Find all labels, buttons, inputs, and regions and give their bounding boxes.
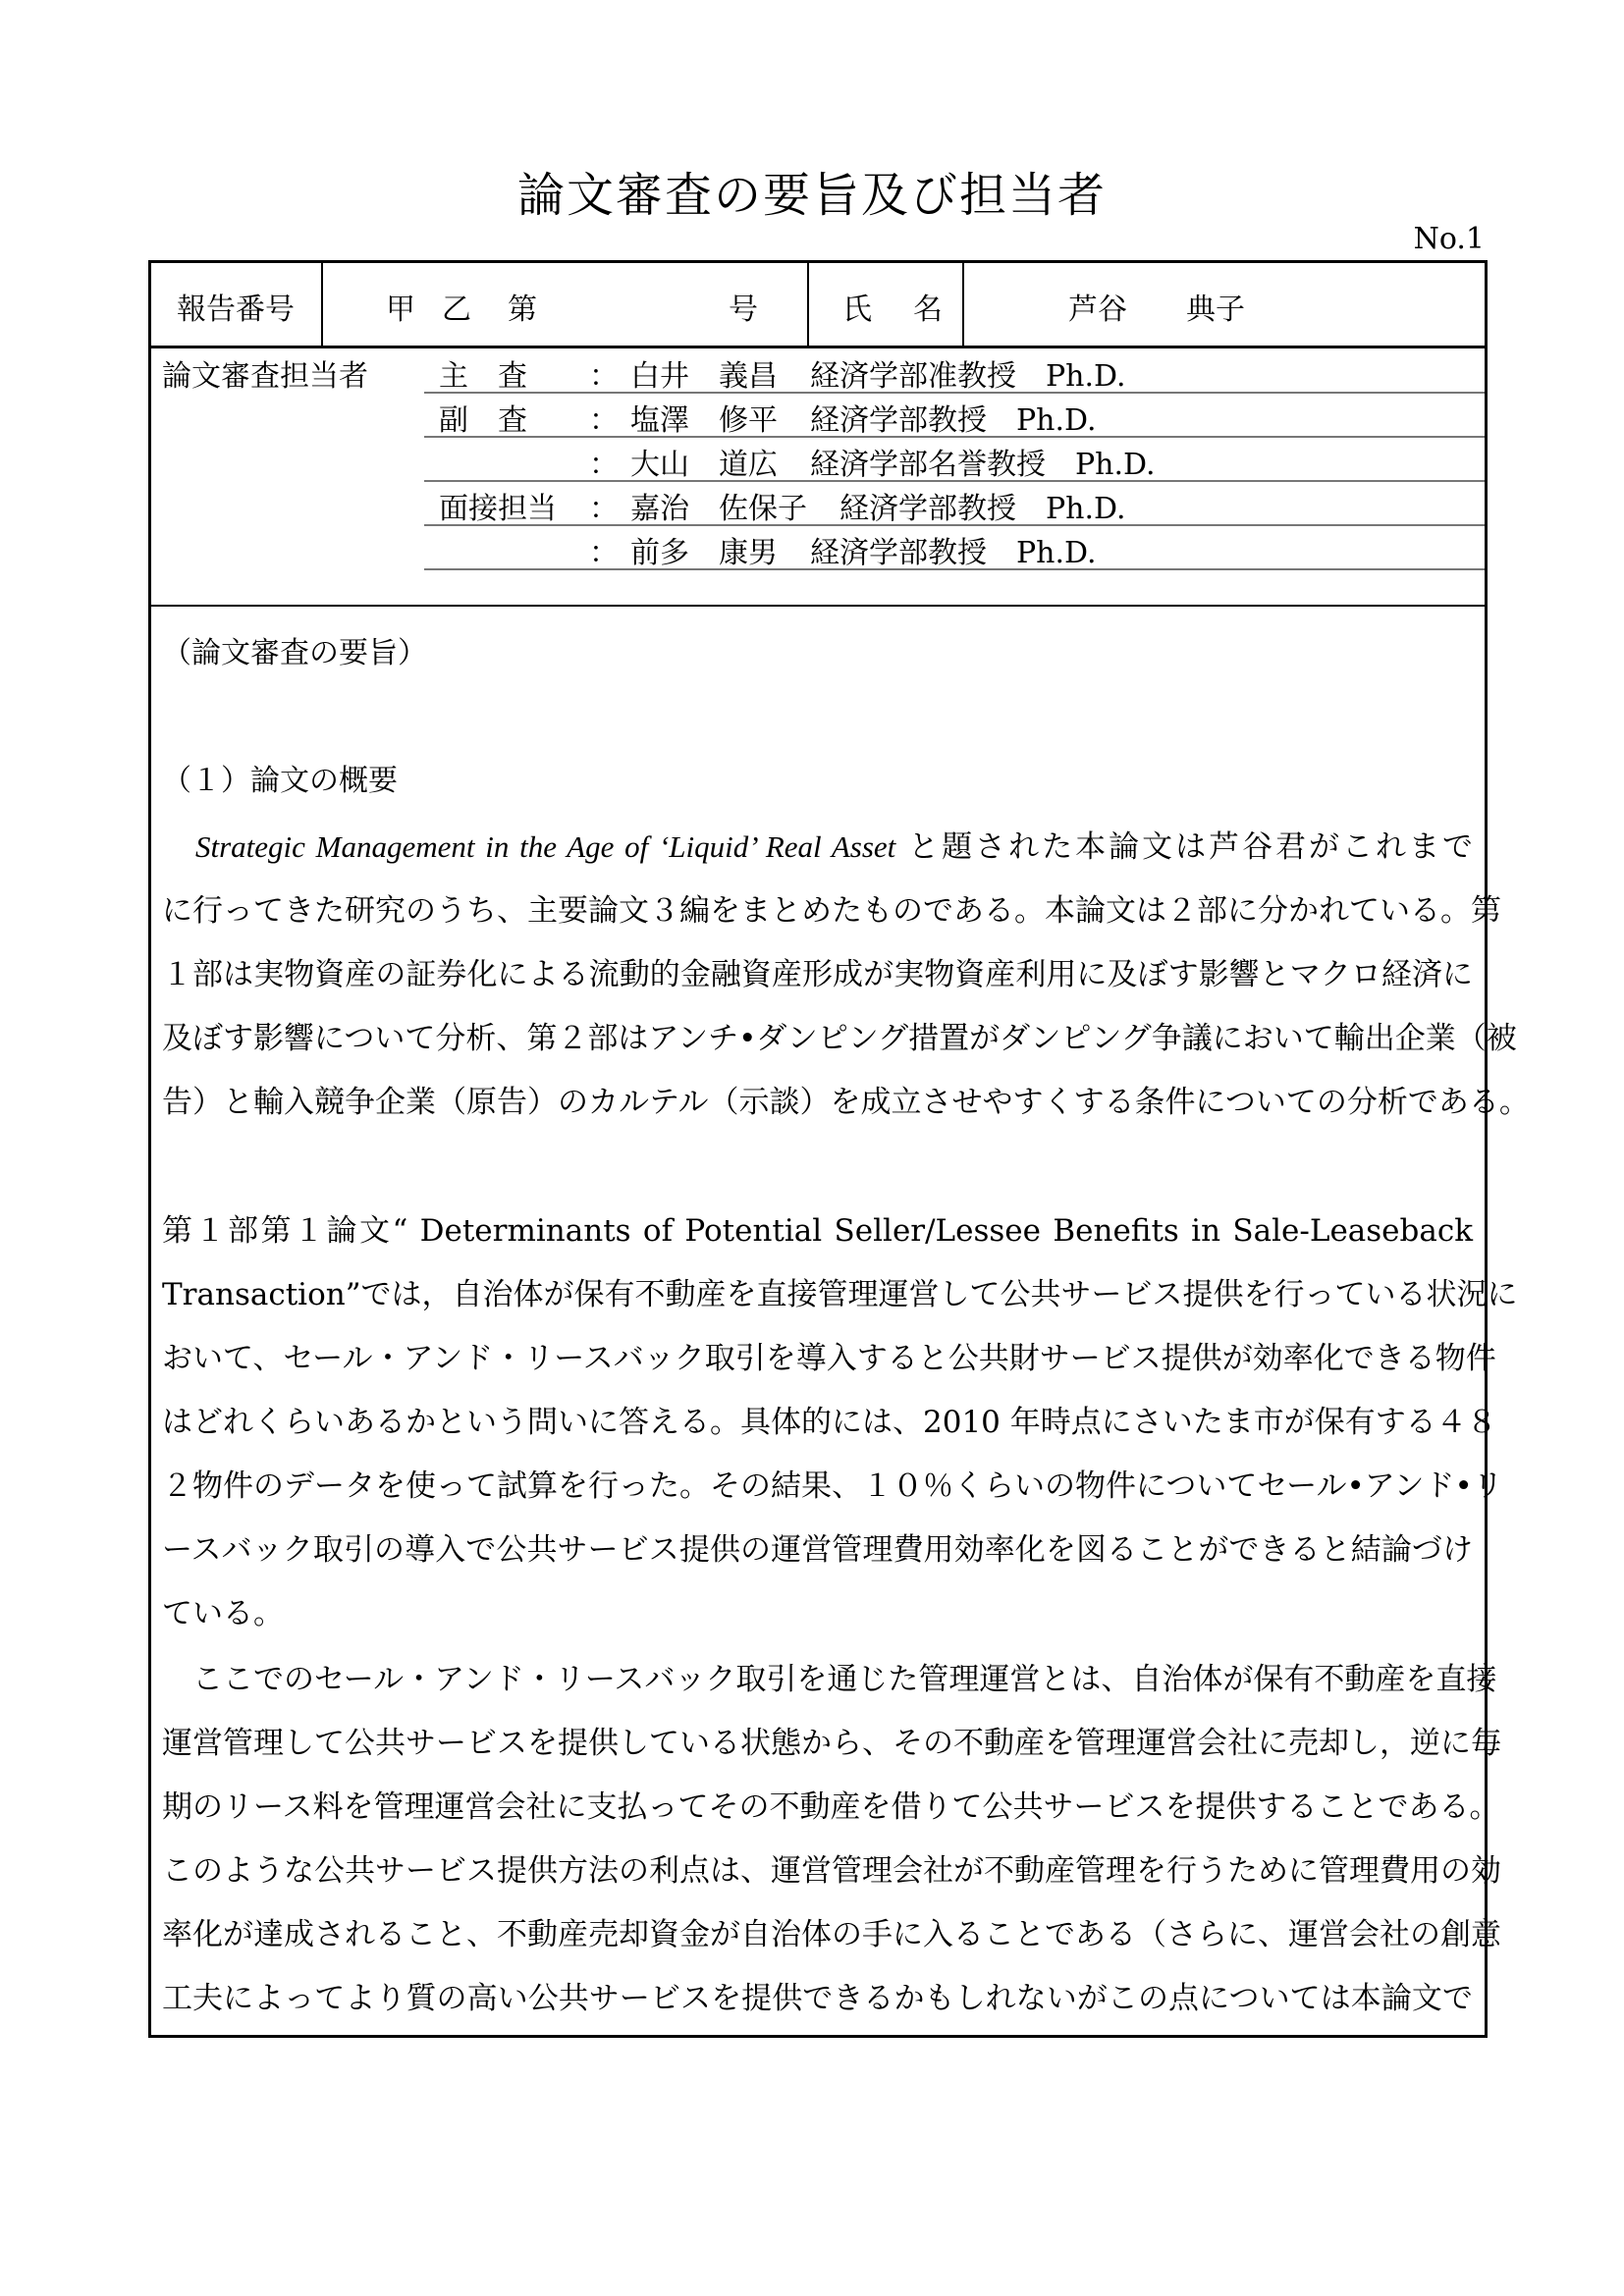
section-heading: （１）論文の概要 bbox=[162, 764, 398, 798]
name-label-1: 氏 bbox=[842, 293, 872, 327]
paragraph-line: 期のリース料を管理運営会社に支払ってその不動産を借りて公共サービスを提供することである。 bbox=[162, 1789, 1500, 1825]
divider bbox=[321, 260, 323, 347]
committee-position: 経済学部准教授 Ph.D. bbox=[810, 359, 1126, 394]
committee-position: 経済学部教授 Ph.D. bbox=[810, 536, 1097, 570]
text-span: と題された本論文は芦谷君がこれまで bbox=[908, 829, 1474, 865]
paragraph-line: に行ってきた研究のうち、主要論文３編をまとめたものである。本論文は２部に分かれている。第 bbox=[162, 893, 1501, 929]
paragraph-line: ている。 bbox=[162, 1596, 284, 1631]
committee-role: 面接担当 bbox=[439, 492, 557, 526]
paragraph-line: 告）と輸入競争企業（原告）のカルテル（示談）を成立させやすくする条件についての分析である。 bbox=[162, 1085, 1530, 1120]
name-label-2: 名 bbox=[913, 293, 943, 327]
page-number: No.1 bbox=[1413, 222, 1485, 256]
committee-name: 前多 康男 bbox=[630, 536, 778, 570]
committee-role: 主 査 bbox=[439, 359, 527, 394]
review-form-table bbox=[148, 260, 1530, 2038]
candidate-name: 芦谷 典子 bbox=[1068, 293, 1245, 327]
page-title: 論文審査の要旨及び担当者 bbox=[516, 168, 1107, 223]
paragraph-line: ここでのセール・アンド・リースバック取引を通じた管理運営とは、自治体が保有不動産を直接 bbox=[162, 1662, 1497, 1697]
paragraph-line: １部は実物資産の証券化による流動的金融資産形成が実物資産利用に及ぼす影響とマクロ経済に bbox=[162, 957, 1473, 992]
colon: ： bbox=[589, 403, 619, 438]
committee-label: 論文審査担当者 bbox=[162, 359, 368, 394]
paragraph-line bbox=[162, 822, 1473, 866]
paragraph-line: このような公共サービス提供方法の利点は、運営管理会社が不動産管理を行うために管理費用の効 bbox=[162, 1853, 1501, 1889]
committee-role: 副 査 bbox=[439, 403, 527, 438]
committee-name: 塩澤 修平 bbox=[630, 403, 778, 438]
paragraph-line: 工夫によってより質の高い公共サービスを提供できるかもしれないがこの点については本論文で bbox=[162, 1981, 1473, 2016]
paragraph-line: おいて、セール・アンド・リースバック取引を導入すると公共財サービス提供が効率化できる物件 bbox=[162, 1341, 1496, 1376]
otsu-label: 乙 bbox=[442, 293, 471, 327]
colon: ： bbox=[589, 492, 619, 526]
committee-name: 大山 道広 bbox=[630, 448, 778, 482]
paragraph-line: 及ぼす影響について分析、第２部はアンチ•ダンピング措置がダンピング争議において輸出企業（被 bbox=[162, 1021, 1517, 1056]
paragraph-line: 率化が達成されること、不動産売却資金が自治体の手に入ることである（さらに、運営会社の創意 bbox=[162, 1917, 1501, 1952]
colon: ： bbox=[589, 536, 619, 570]
paragraph-line: Transaction”では，自治体が保有不動産を直接管理運営して公共サービス提供を行っている状況に bbox=[162, 1277, 1518, 1312]
paragraph-line: ２物件のデータを使って試算を行った。その結果、１０％くらいの物件についてセール•アンド•リ bbox=[162, 1468, 1503, 1504]
thesis-title: Strategic Management in the Age of ‘Liquid’ Real Asset bbox=[195, 829, 896, 864]
divider bbox=[962, 260, 964, 347]
committee-position: 経済学部教授 Ph.D. bbox=[839, 492, 1126, 526]
divider bbox=[807, 260, 809, 347]
committee-position: 経済学部名誉教授 Ph.D. bbox=[810, 448, 1156, 482]
committee-position: 経済学部教授 Ph.D. bbox=[810, 403, 1097, 438]
colon: ： bbox=[589, 448, 619, 482]
colon: ： bbox=[589, 359, 619, 394]
paragraph-line: ースバック取引の導入で公共サービス提供の運営管理費用効率化を図ることができると結論づけ bbox=[162, 1532, 1473, 1568]
divider bbox=[148, 346, 1485, 348]
gou-label: 号 bbox=[729, 293, 758, 327]
paragraph-line: 第１部第１論文“ Determinants of Potential Seller/Lessee Benefits in Sale-Leaseback bbox=[162, 1213, 1473, 1249]
dai-label: 第 bbox=[508, 293, 537, 327]
divider bbox=[148, 605, 1485, 607]
committee-name: 嘉治 佐保子 bbox=[630, 492, 807, 526]
committee-name: 白井 義昌 bbox=[630, 359, 778, 394]
summary-heading: （論文審査の要旨） bbox=[162, 636, 427, 670]
report-number-label: 報告番号 bbox=[177, 293, 295, 327]
paragraph-line: 運営管理して公共サービスを提供している状態から、その不動産を管理運営会社に売却し，逆に毎 bbox=[162, 1726, 1501, 1761]
kou-label: 甲 bbox=[386, 293, 415, 327]
paragraph-line: はどれくらいあるかという問いに答える。具体的には、2010 年時点にさいたま市が保有する４８ bbox=[162, 1405, 1497, 1440]
